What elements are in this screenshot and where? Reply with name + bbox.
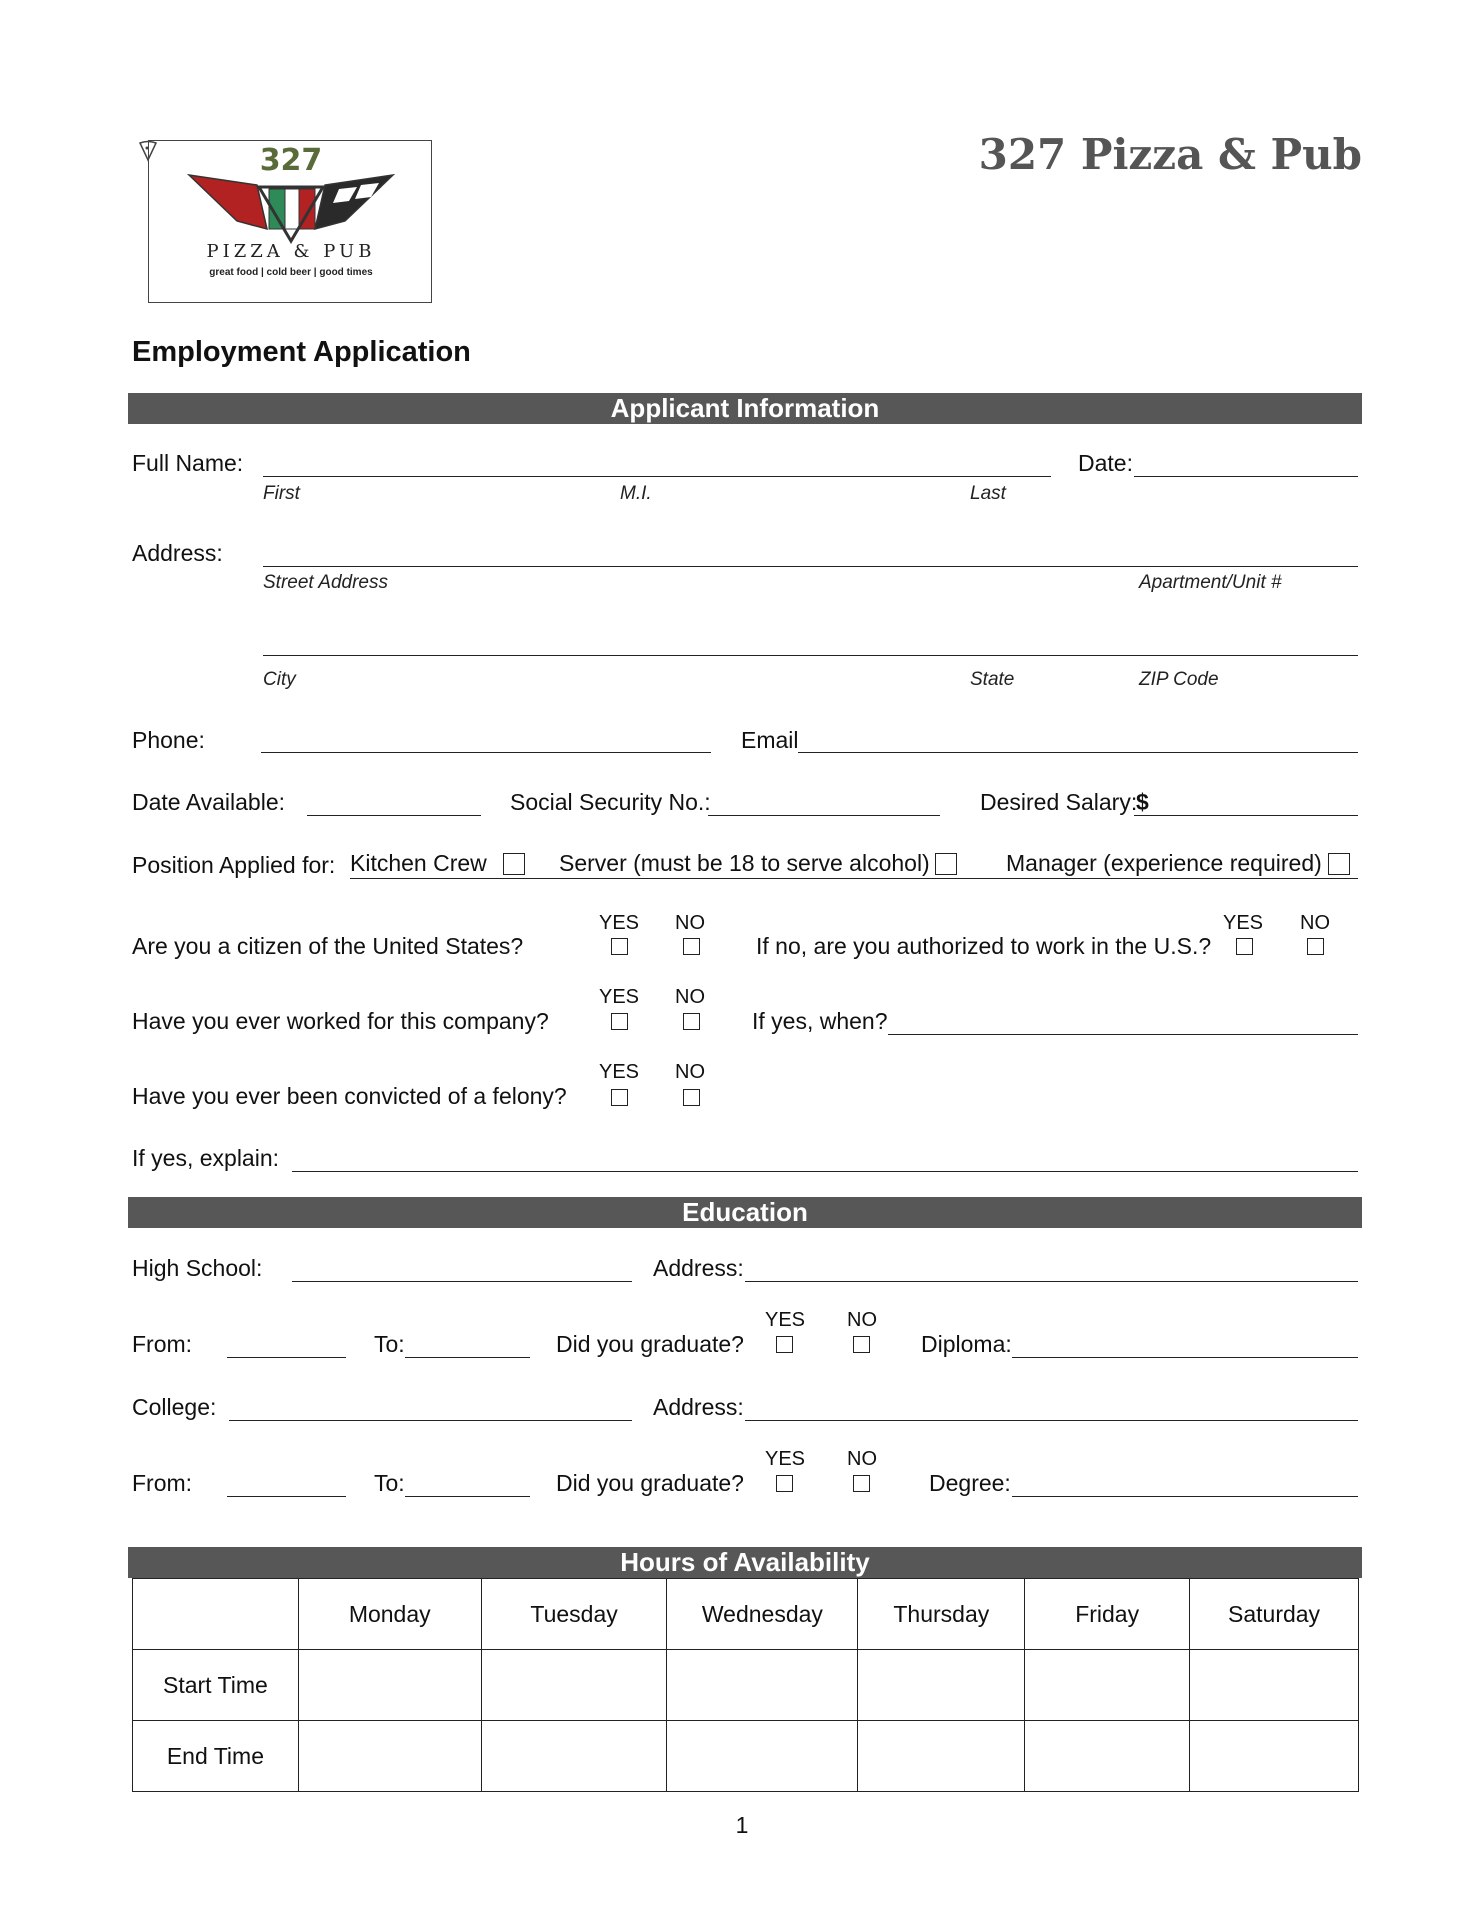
felony-no-checkbox[interactable] (683, 1089, 700, 1106)
position-kitchen-crew-label: Kitchen Crew (350, 850, 487, 876)
hs-graduate-yes-checkbox[interactable] (776, 1336, 793, 1353)
day-tuesday: Tuesday (481, 1579, 667, 1650)
date-label: Date: (1078, 450, 1133, 476)
apartment-caption: Apartment/Unit # (1139, 572, 1282, 593)
authorized-yes-checkbox[interactable] (1236, 938, 1253, 955)
street-address-field[interactable] (263, 566, 1358, 567)
hs-from-label: From: (132, 1331, 193, 1357)
logo-name: PIZZA & PUB (206, 241, 376, 262)
day-thursday: Thursday (858, 1579, 1025, 1650)
diploma-field[interactable] (1012, 1357, 1358, 1358)
worked-yes-checkbox[interactable] (611, 1013, 628, 1030)
hs-graduate-no-checkbox[interactable] (853, 1336, 870, 1353)
worked-question: Have you ever worked for this company? (132, 1008, 549, 1034)
worked-no-label: NO (675, 986, 705, 1008)
email-field[interactable] (798, 752, 1358, 753)
city-state-zip-field[interactable] (263, 655, 1358, 656)
hs-from-field[interactable] (227, 1357, 346, 1358)
college-graduate-question: Did you graduate? (556, 1470, 744, 1496)
college-graduate-yes-label: YES (765, 1448, 806, 1470)
end-time-monday-cell[interactable] (298, 1721, 481, 1792)
when-field[interactable] (888, 1034, 1358, 1035)
end-time-tuesday-cell[interactable] (481, 1721, 667, 1792)
college-from-label: From: (132, 1470, 193, 1496)
start-time-wednesday-cell[interactable] (667, 1650, 858, 1721)
email-label: Email (741, 727, 799, 753)
college-graduate-yes-checkbox[interactable] (776, 1475, 793, 1492)
city-caption: City (263, 669, 296, 690)
college-to-field[interactable] (405, 1496, 530, 1497)
position-kitchen-crew-checkbox[interactable] (503, 853, 525, 875)
phone-label: Phone: (132, 727, 205, 753)
pizza-slice-icon (138, 140, 158, 162)
authorized-question: If no, are you authorized to work in the U.S.? (756, 933, 1212, 959)
college-graduate-no-label: NO (847, 1448, 877, 1470)
start-time-monday-cell[interactable] (298, 1650, 481, 1721)
day-wednesday: Wednesday (667, 1579, 858, 1650)
date-field[interactable] (1134, 476, 1358, 477)
college-address-field[interactable] (745, 1420, 1358, 1421)
position-server-label: Server (must be 18 to serve alcohol) (559, 850, 930, 876)
high-school-field[interactable] (292, 1281, 632, 1282)
hs-to-label: To: (374, 1331, 405, 1357)
state-caption: State (970, 669, 1015, 690)
start-time-friday-cell[interactable] (1025, 1650, 1190, 1721)
day-saturday: Saturday (1190, 1579, 1359, 1650)
college-graduate-no-checkbox[interactable] (853, 1475, 870, 1492)
when-label: If yes, when? (752, 1008, 888, 1034)
hs-graduate-no-label: NO (847, 1309, 877, 1331)
date-available-label: Date Available: (132, 789, 286, 815)
ssn-label: Social Security No.: (510, 789, 711, 815)
explain-field[interactable] (292, 1171, 1358, 1172)
end-time-wednesday-cell[interactable] (667, 1721, 858, 1792)
phone-field[interactable] (261, 752, 711, 753)
position-manager-checkbox[interactable] (1328, 853, 1350, 875)
desired-salary-label: Desired Salary: (980, 789, 1138, 815)
position-line (350, 878, 1358, 879)
dollar-sign: $ (1136, 789, 1149, 815)
authorized-no-checkbox[interactable] (1307, 938, 1324, 955)
felony-yes-checkbox[interactable] (611, 1089, 628, 1106)
degree-label: Degree: (929, 1470, 1011, 1496)
position-server-checkbox[interactable] (935, 853, 957, 875)
worked-yes-label: YES (599, 986, 640, 1008)
end-time-row (133, 1721, 1359, 1792)
company-logo (148, 140, 432, 303)
position-manager-label: Manager (experience required) (1006, 850, 1322, 876)
date-available-field[interactable] (307, 815, 481, 816)
start-time-label: Start Time (133, 1650, 299, 1721)
availability-table (132, 1578, 1359, 1792)
hs-graduate-question: Did you graduate? (556, 1331, 744, 1357)
authorized-no-label: NO (1300, 912, 1330, 934)
desired-salary-field[interactable] (1134, 815, 1358, 816)
page-number: 1 (735, 1812, 749, 1838)
last-caption: Last (970, 483, 1006, 504)
degree-field[interactable] (1012, 1496, 1358, 1497)
corner-cell (133, 1579, 299, 1650)
logo-tagline: great food | cold beer | good times (209, 267, 373, 278)
end-time-thursday-cell[interactable] (858, 1721, 1025, 1792)
availability-header-row (133, 1579, 1359, 1650)
first-caption: First (263, 483, 300, 504)
hs-graduate-yes-label: YES (765, 1309, 806, 1331)
hs-to-field[interactable] (405, 1357, 530, 1358)
start-time-saturday-cell[interactable] (1190, 1650, 1359, 1721)
mi-caption: M.I. (620, 483, 652, 504)
high-school-label: High School: (132, 1255, 263, 1281)
citizen-question: Are you a citizen of the United States? (132, 933, 524, 959)
high-school-address-field[interactable] (745, 1281, 1358, 1282)
citizen-no-checkbox[interactable] (683, 938, 700, 955)
ssn-field[interactable] (708, 815, 940, 816)
college-address-label: Address: (653, 1394, 744, 1420)
day-monday: Monday (298, 1579, 481, 1650)
college-label: College: (132, 1394, 217, 1420)
worked-no-checkbox[interactable] (683, 1013, 700, 1030)
start-time-thursday-cell[interactable] (858, 1650, 1025, 1721)
authorized-yes-label: YES (1223, 912, 1264, 934)
college-field[interactable] (229, 1420, 632, 1421)
address-label: Address: (132, 540, 223, 566)
felony-question: Have you ever been convicted of a felony? (132, 1083, 567, 1109)
applicant-information-banner: Applicant Information (128, 393, 1362, 424)
citizen-yes-label: YES (599, 912, 640, 934)
zip-caption: ZIP Code (1139, 669, 1219, 690)
full-name-field[interactable] (263, 476, 1051, 477)
day-friday: Friday (1025, 1579, 1190, 1650)
college-from-field[interactable] (227, 1496, 346, 1497)
brand-title: 327 Pizza & Pub (978, 130, 1362, 179)
felony-no-label: NO (675, 1061, 705, 1083)
citizen-yes-checkbox[interactable] (611, 938, 628, 955)
position-applied-label: Position Applied for: (132, 852, 336, 878)
logo-number: 327 (259, 143, 323, 178)
college-to-label: To: (374, 1470, 405, 1496)
education-banner: Education (128, 1197, 1362, 1228)
high-school-address-label: Address: (653, 1255, 744, 1281)
citizen-no-label: NO (675, 912, 705, 934)
end-time-friday-cell[interactable] (1025, 1721, 1190, 1792)
form-title: Employment Application (132, 336, 471, 368)
full-name-label: Full Name: (132, 450, 244, 476)
explain-label: If yes, explain: (132, 1145, 280, 1171)
street-address-caption: Street Address (263, 572, 388, 593)
felony-yes-label: YES (599, 1061, 640, 1083)
end-time-label: End Time (133, 1721, 299, 1792)
start-time-tuesday-cell[interactable] (481, 1650, 667, 1721)
end-time-saturday-cell[interactable] (1190, 1721, 1359, 1792)
availability-banner: Hours of Availability (128, 1547, 1362, 1578)
start-time-row (133, 1650, 1359, 1721)
diploma-label: Diploma: (921, 1331, 1012, 1357)
